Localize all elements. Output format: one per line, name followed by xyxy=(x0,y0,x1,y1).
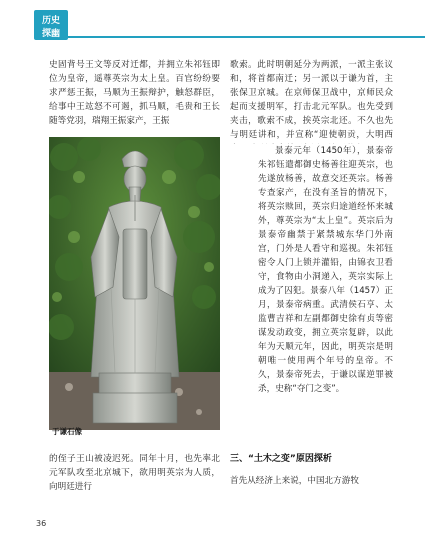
left-column-bottom xyxy=(49,452,220,494)
badge-line-2: 探幽 xyxy=(41,29,60,39)
right-column-side xyxy=(258,144,393,444)
badge-line-1: 历史 xyxy=(41,16,60,26)
left-paragraph-bottom: 的侄子王山被凌迟死。同年十月，也先率北元军队攻至北京城下，欲用明英宗为人质，向明廷进行 xyxy=(49,454,220,492)
right-paragraph-bottom: 首先从经济上来说，中国北方游牧 xyxy=(230,476,359,486)
right-paragraph-top: 歌索。此时明朝延分为两派，一派主张议和，将首都南迁；另一派以于谦为首，主张保卫京城。在京师保卫战中，京师民众起而支援明军，打击北元军队。也先受到夹击，歌索不成，挨英宗北还。不久也先与明廷讲和，并宣称“迎使朝贡，大明西 xyxy=(230,60,393,140)
header-rule xyxy=(68,36,425,38)
figure-caption: 于谦石像 xyxy=(52,427,82,436)
right-column-bottom xyxy=(230,474,393,490)
left-column-top xyxy=(49,58,220,130)
page-number: 36 xyxy=(36,519,47,528)
section-heading: 三、“土木之变”原因探析 xyxy=(230,454,332,464)
left-paragraph: 史固背号王文等反对迁都，并拥立朱祁钰即位为皇帝，遥尊英宗为太上皇。百官纷纷要求严惩王振，马顺为王振辩护，触怒群臣，给事中王竑怒不可遏，抓马顺，毛贵和王长随等党羽，瑞翔王振家产，王振 xyxy=(49,60,220,126)
chapter-badge xyxy=(34,10,68,40)
right-column-top xyxy=(230,58,393,144)
right-paragraph-side: 景泰元年（1450年），景泰帝朱祁钰遣都御史杨善往迎英宗，也先遂放杨善，故意交还英宗。杨善专查家产，在没有圣旨的情况下，将英宗赎回，英宗归途道经怀来城外，尊英宗为“太上皇”。英宗后为景泰帝幽禁于紧禁城东华门外南宫，门外是人看守和巡视。朱祁钰密令人门上锁并灌铅，由锦衣卫看守，食物由小洞递入，英宗实际上成为了囚犯。景泰八年（1457）正月，景泰帝病重。武清侯石亨、太监曹吉祥和左副都御史徐有贞等密谋发动政变，拥立英宗复辟，以此年为天顺元年，因此，明英宗是明朝唯一使用两个年号的皇帝。不久，景泰帝死去，于谦以谋逆罪被杀，史称“夺门之变”。 xyxy=(258,146,393,394)
statue-photo xyxy=(49,137,220,430)
